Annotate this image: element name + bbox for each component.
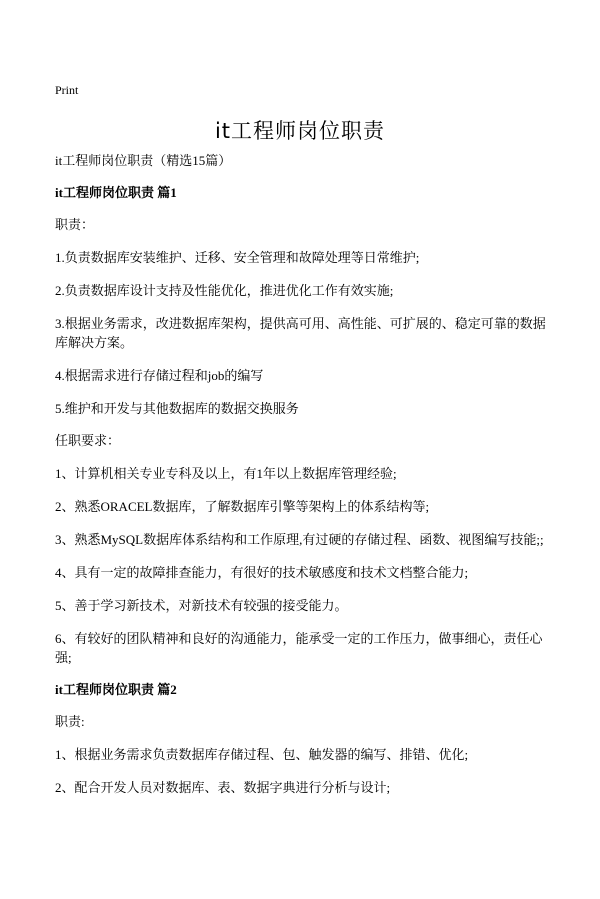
print-label: Print [55,83,79,97]
list-item: 2、熟悉ORACEL数据库，了解数据库引擎等架构上的体系结构等; [55,499,430,514]
list-item: 1.负责数据库安装维护、迁移、安全管理和故障处理等日常维护; [55,250,420,265]
document-subtitle: it工程师岗位职责（精选15篇） [55,153,232,168]
section-heading: it工程师岗位职责 篇2 [55,682,177,697]
document-content [55,152,550,811]
requirements-block [55,432,550,667]
section-2 [55,681,550,797]
list-item: 2.负责数据库设计支持及性能优化，推进优化工作有效实施; [55,283,394,298]
list-item: 4、具有一定的故障排查能力，有很好的技术敏感度和技术文档整合能力; [55,565,469,580]
block-label: 职责： [55,217,95,232]
block-label: 任职要求： [55,433,121,448]
list-item: 2、配合开发人员对数据库、表、数据字典进行分析与设计; [55,780,391,795]
list-item: 3、熟悉MySQL数据库体系结构和工作原理,有过硬的存储过程、函数、视图编写技能;; [55,532,544,547]
list-item: 3.根据业务需求，改进数据库架构，提供高可用、高性能、可扩展的、稳定可靠的数据库解决方案。 [55,316,546,350]
list-item: 5.维护和开发与其他数据库的数据交换服务 [55,401,299,416]
list-item: 1、计算机相关专业专科及以上，有1年以上数据库管理经验; [55,466,397,481]
list-item: 6、有较好的团队精神和良好的沟通能力，能承受一定的工作压力，做事细心，责任心强; [55,631,543,665]
list-item: 5、善于学习新技术，对新技术有较强的接受能力。 [55,598,348,613]
block-label: 职责: [55,714,85,729]
page-title: it工程师岗位职责 [214,119,386,143]
list-item: 4.根据需求进行存储过程和job的编写 [55,368,264,383]
section-heading: it工程师岗位职责 篇1 [55,185,177,200]
responsibilities-block [55,216,550,418]
list-item: 1、根据业务需求负责数据库存储过程、包、触发器的编写、排错、优化; [55,747,469,762]
responsibilities-block [55,713,550,797]
section-1 [55,184,550,667]
